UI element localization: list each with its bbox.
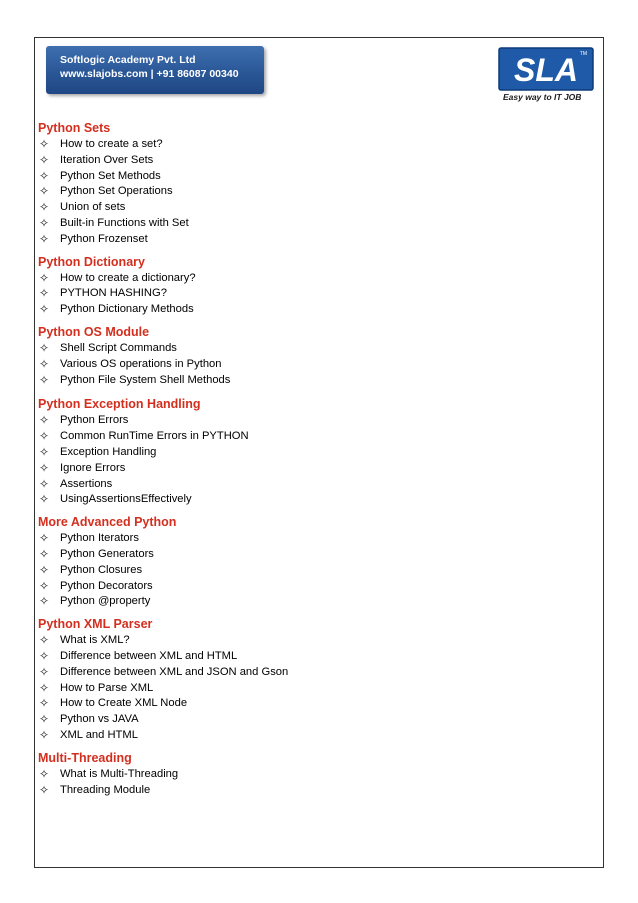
list-item <box>38 200 598 216</box>
list-item <box>38 413 598 429</box>
list-item <box>38 633 598 649</box>
diamond-star-icon: ✧ <box>39 137 50 151</box>
list-item-text: Iteration Over Sets <box>60 153 154 166</box>
list-item-text: Difference between XML and JSON and Gson <box>60 665 289 678</box>
list-item-text: Python vs JAVA <box>60 713 139 726</box>
company-name: Softlogic Academy Pvt. Ltd <box>60 54 196 66</box>
diamond-star-icon: ✧ <box>39 696 50 711</box>
list-item-text: UsingAssertionsEffectively <box>60 493 192 506</box>
diamond-star-icon: ✧ <box>39 594 50 609</box>
list-item <box>38 783 598 799</box>
sla-logo <box>497 46 599 104</box>
list-item-text: Difference between XML and HTML <box>60 649 238 662</box>
list-item <box>38 302 598 318</box>
diamond-star-icon: ✧ <box>39 184 50 199</box>
list-item-text: Python Set Operations <box>60 185 173 198</box>
list-item-text: How to create a dictionary? <box>60 271 196 284</box>
list-item <box>38 547 598 563</box>
list-item <box>38 681 598 697</box>
list-item <box>38 492 598 508</box>
diamond-star-icon: ✧ <box>39 356 50 371</box>
diamond-star-icon: ✧ <box>39 680 50 695</box>
section-title: More Advanced Python <box>38 515 177 530</box>
list-item <box>38 665 598 681</box>
list-item-text: How to create a set? <box>60 138 163 150</box>
diamond-star-icon: ✧ <box>39 531 50 546</box>
diamond-star-icon: ✧ <box>39 168 50 183</box>
list-item <box>38 477 598 493</box>
list-item <box>38 357 598 373</box>
diamond-star-icon: ✧ <box>39 782 50 797</box>
outline-section <box>38 514 598 610</box>
section-title: Python OS Module <box>38 324 150 339</box>
diamond-star-icon: ✧ <box>39 766 50 781</box>
list-item <box>38 594 598 610</box>
diamond-star-icon: ✧ <box>39 578 50 593</box>
list-item <box>38 184 598 200</box>
list-item-text: Assertions <box>60 477 113 490</box>
list-item-text: Ignore Errors <box>60 461 126 474</box>
list-item <box>38 429 598 445</box>
sla-logo-mark <box>497 46 595 92</box>
diamond-star-icon: ✧ <box>39 664 50 679</box>
diamond-star-icon: ✧ <box>39 492 50 507</box>
diamond-star-icon: ✧ <box>39 413 50 428</box>
list-item-text: Union of sets <box>60 201 126 214</box>
logo-text: SLA <box>514 52 578 88</box>
diamond-star-icon: ✧ <box>39 270 50 285</box>
list-item-text: Python Decorators <box>60 579 153 592</box>
list-item-text: Python Closures <box>60 563 143 576</box>
list-item <box>38 461 598 477</box>
diamond-star-icon: ✧ <box>39 372 50 387</box>
list-item <box>38 728 598 744</box>
list-item-text: Built-in Functions with Set <box>60 216 189 229</box>
diamond-star-icon: ✧ <box>39 712 50 727</box>
list-item <box>38 153 598 169</box>
outline-section <box>38 396 598 508</box>
list-item <box>38 696 598 712</box>
logo-trademark: TM <box>579 51 587 57</box>
course-outline <box>38 120 598 798</box>
section-title: Python XML Parser <box>38 617 153 632</box>
list-item <box>38 579 598 595</box>
list-item-text: Python Iterators <box>60 532 139 545</box>
outline-section <box>38 750 598 799</box>
list-item-text: How to Parse XML <box>60 681 154 694</box>
list-item-text: Python @property <box>60 595 151 608</box>
section-title: Python Exception Handling <box>38 397 201 412</box>
diamond-star-icon: ✧ <box>39 562 50 577</box>
outline-section <box>38 616 598 744</box>
section-title: Python Dictionary <box>38 254 145 269</box>
diamond-star-icon: ✧ <box>39 152 50 167</box>
list-item-text: Python Errors <box>60 414 129 427</box>
company-contact: www.slajobs.com | +91 86087 00340 <box>60 68 239 80</box>
outline-section <box>38 254 598 318</box>
section-title: Multi-Threading <box>38 750 132 765</box>
list-item <box>38 286 598 302</box>
diamond-star-icon: ✧ <box>39 231 50 246</box>
company-banner <box>46 46 264 94</box>
diamond-star-icon: ✧ <box>39 444 50 459</box>
diamond-star-icon: ✧ <box>39 633 50 648</box>
diamond-star-icon: ✧ <box>39 429 50 444</box>
list-item-text: Python Generators <box>60 547 154 560</box>
list-item <box>38 649 598 665</box>
diamond-star-icon: ✧ <box>39 340 50 355</box>
list-item <box>38 271 598 287</box>
logo-tagline: Easy way to IT JOB <box>503 92 582 102</box>
list-item <box>38 445 598 461</box>
diamond-star-icon: ✧ <box>39 476 50 491</box>
outline-section <box>38 120 598 248</box>
diamond-star-icon: ✧ <box>39 215 50 230</box>
list-item <box>38 373 598 389</box>
list-item <box>38 767 598 783</box>
list-item-text: Python Set Methods <box>60 169 161 182</box>
diamond-star-icon: ✧ <box>39 546 50 561</box>
list-item <box>38 341 598 357</box>
list-item-text: How to Create XML Node <box>60 697 188 710</box>
list-item <box>38 232 598 248</box>
diamond-star-icon: ✧ <box>39 460 50 475</box>
list-item-text: Common RunTime Errors in PYTHON <box>60 430 249 443</box>
list-item <box>38 137 598 153</box>
list-item <box>38 712 598 728</box>
list-item <box>38 169 598 185</box>
list-item-text: Shell Script Commands <box>60 341 177 354</box>
list-item-text: PYTHON HASHING? <box>60 287 167 300</box>
list-item-text: Exception Handling <box>60 445 157 458</box>
list-item-text: XML and HTML <box>60 728 138 741</box>
outline-section <box>38 324 598 388</box>
list-item-text: Threading Module <box>60 783 151 796</box>
list-item-text: What is XML? <box>60 634 130 647</box>
section-title: Python Sets <box>38 121 111 135</box>
list-item-text: Various OS operations in Python <box>60 357 222 370</box>
diamond-star-icon: ✧ <box>39 648 50 663</box>
list-item-text: What is Multi-Threading <box>60 767 179 780</box>
diamond-star-icon: ✧ <box>39 727 50 742</box>
list-item-text: Python Frozenset <box>60 232 148 245</box>
list-item-text: Python File System Shell Methods <box>60 373 231 386</box>
diamond-star-icon: ✧ <box>39 200 50 215</box>
list-item-text: Python Dictionary Methods <box>60 303 194 316</box>
list-item <box>38 563 598 579</box>
list-item <box>38 531 598 547</box>
list-item <box>38 216 598 232</box>
diamond-star-icon: ✧ <box>39 286 50 301</box>
diamond-star-icon: ✧ <box>39 302 50 317</box>
